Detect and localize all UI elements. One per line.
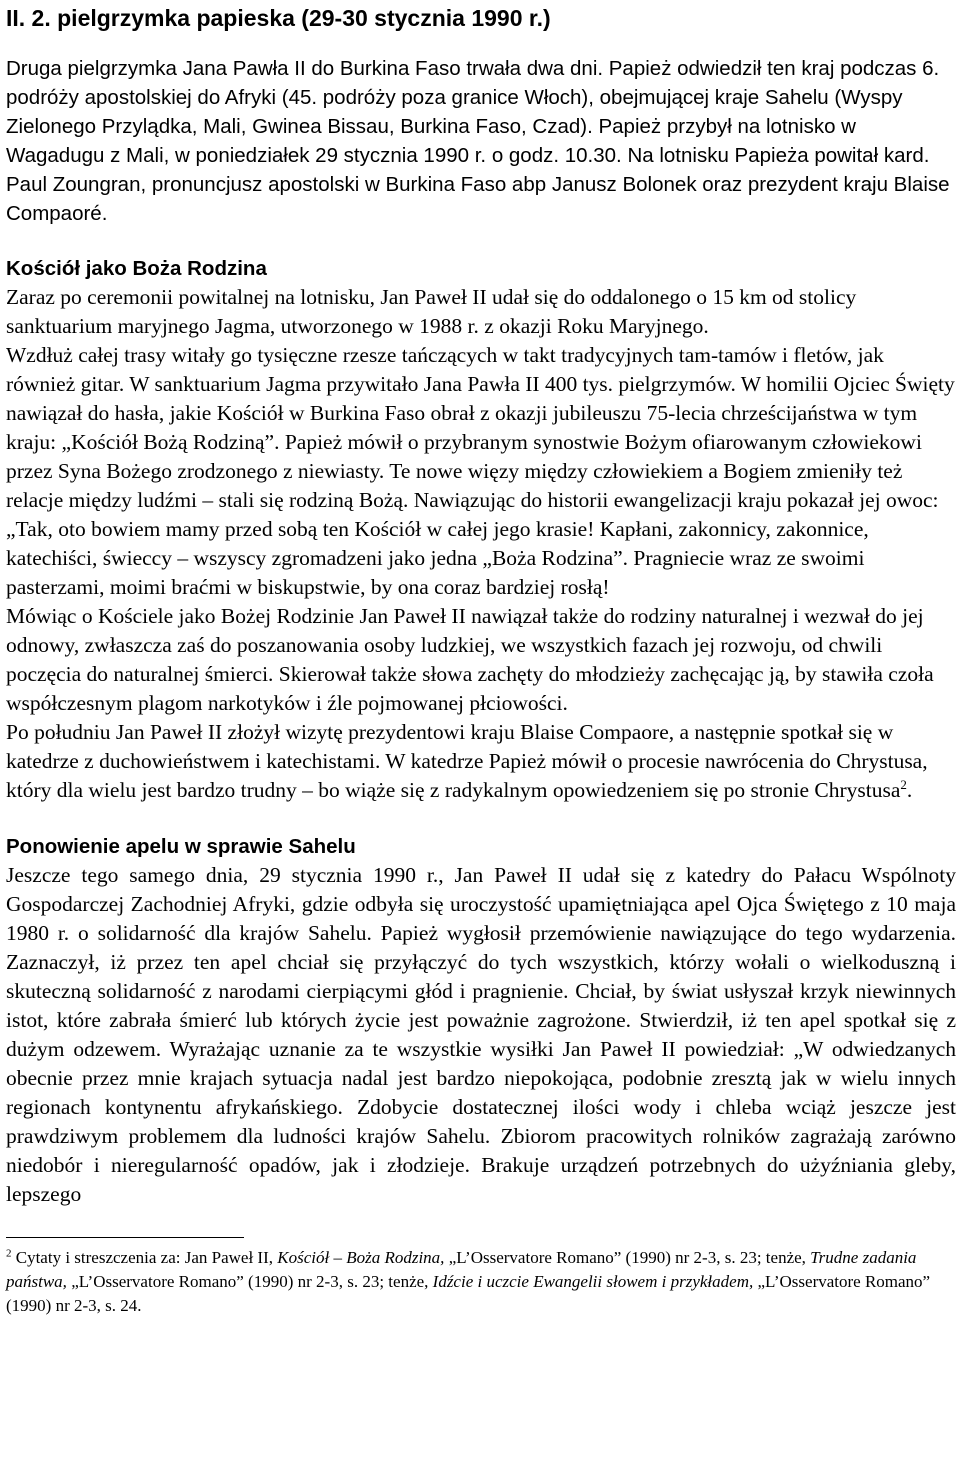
section1-paragraph-3 (6, 718, 956, 805)
footnote-title-1: Kościół – Boża Rodzina, (277, 1248, 445, 1267)
document-page (6, 0, 956, 1318)
section1-paragraph-3-end: . (906, 778, 913, 802)
footnote-text-2: „L’Osservatore Romano” (1990) nr 2-3, s. 23; tenże, (444, 1248, 811, 1267)
section2-paragraph-1: Jeszcze tego samego dnia, 29 stycznia 1990 r., Jan Paweł II udał się z katedry do Pałacu Wspólnoty Gospodarczej Zachodniej Afryki, gdzie odbyła się uroczystość upamiętniająca apel Ojca Świętego z 10 maja 1980 r. o solidarność dla krajów Sahelu. Papież wygłosił przemówienie nawiązujące do tego wydarzenia. Zaznaczył, iż przez ten apel chciał się przyłączyć do tych wszystkich, którzy wołali o wielkoduszną i skuteczną solidarność z narodami cierpiącymi głód i pragnienie. Chciał, by świat usłyszał krzyk niewinnych istot, które zabrała śmierć lub których życie jest poważnie zagrożone. Stwierdził, iż ten apel spotkał się z dużym odzewem. Wyrażając uznanie za te wszystkie wysiłki Jan Paweł II powiedział: „W odwiedzanych obecnie przez mnie krajach sytuacja nadal jest bardzo niepokojąca, podobnie zresztą jak w wielu innych regionach kontynentu afrykańskiego. Zdobycie dostatecznej ilości wody i chleba wciąż jeszcze jest prawdziwym problemem dla ludności krajów Sahelu. Zbiorom pracowitych rolników zagrażają zarówno niedobór i nieregularność opadów, jak i złodzieje. Brakuje urządzeń potrzebnych do użyźniania gleby, lepszego (6, 863, 956, 1206)
footnote-divider (6, 1237, 244, 1238)
section-title-church-family: Kościół jako Boża Rodzina (6, 257, 267, 280)
section-title-sahel-appeal: Ponowienie apelu w sprawie Sahelu (6, 835, 356, 858)
footnote-text-3: „L’Osservatore Romano” (1990) nr 2-3, s. 23; tenże, (66, 1272, 433, 1291)
footnote-reference[interactable]: 2 (900, 776, 907, 792)
footnote-title-3: Idźcie i uczcie Ewangelii słowem i przykładem, (432, 1272, 754, 1291)
page-title: II. 2. pielgrzymka papieska (29-30 stycznia 1990 r.) (6, 5, 551, 31)
footnote-text-1: Cytaty i streszczenia za: Jan Paweł II, (11, 1248, 278, 1267)
footnote-title-2: Trudne zadania państwa, (6, 1248, 917, 1291)
section1-paragraph-2: Mówiąc o Kościele jako Bożej Rodzinie Jan Paweł II nawiązał także do rodziny naturalnej i wezwał do jej odnowy, zwłaszcza zaś do poszanowania osoby ludzkiej, we wszystkich fazach jej rozwoju, od chwili poczęcia do naturalnej śmierci. Skierował także słowa zachęty do młodzieży zachęcając ją, by stawiła czoła współczesnym plagom narkotyków i źle pojmowanej płciowości. (6, 604, 934, 715)
section1-lead-paragraph: Zaraz po ceremonii powitalnej na lotnisku, Jan Paweł II udał się do oddalonego o 15 km od stolicy sanktuarium maryjnego Jagma, utworzonego w 1988 r. z okazji Roku Maryjnego. (6, 285, 857, 338)
footnote-text-4: „L’Osservatore Romano” (1990) nr 2-3, s. 24. (6, 1272, 931, 1315)
intro-paragraph: Druga pielgrzymka Jana Pawła II do Burkina Faso trwała dwa dni. Papież odwiedził ten kraj podczas 6. podróży apostolskiej do Afryki (45. podróży poza granice Włoch), obejmującej kraje Sahelu (Wyspy Zielonego Przylądka, Mali, Gwinea Bissau, Burkina Faso, Czad). Papież przybył na lotnisko w Wagadugu z Mali, w poniedziałek 29 stycznia 1990 r. o godz. 10.30. Na lotnisku Papieża powitał kard. Paul Zoungran, pronuncjusz apostolski w Burkina Faso abp Janusz Bolonek oraz prezydent kraju Blaise Compaoré. (6, 57, 950, 225)
footnote-number: 2 (6, 1247, 12, 1260)
section1-paragraph-1: Wzdłuż całej trasy witały go tysięczne rzesze tańczących w takt tradycyjnych tam-tamów i fletów, jak również gitar. W sanktuarium Jagma przywitało Jana Pawła II 400 tys. pielgrzymów. W homilii Ojciec Święty nawiązał do hasła, jakie Kościół w Burkina Faso obrał z okazji jubileuszu 75-lecia chrześcijaństwa w tym kraju: „Kościół Bożą Rodziną”. Papież mówił o przybranym synostwie Bożym ofiarowanym człowiekowi przez Syna Bożego zrodzonego z niewiasty. Te nowe więzy między człowiekiem a Bogiem zmieniły też relacje między ludźmi – stali się rodziną Bożą. Nawiązując do historii ewangelizacji kraju pokazał jej owoc: „Tak, oto bowiem mamy przed sobą ten Kościół w całej jego krasie! Kapłani, zakonnicy, zakonnice, katechiści, świeccy – wszyscy zgromadzeni jako jedna „Boża Rodzina”. Pragniecie wraz ze swoimi pasterzami, moimi braćmi w biskupstwie, by ona coraz bardziej rosłą! (6, 343, 955, 599)
footnote (6, 1246, 956, 1318)
section1-paragraph-3-text: Po południu Jan Paweł II złożył wizytę prezydentowi kraju Blaise Compaore, a następnie spotkał się w katedrze z duchowieństwem i katechistami. W katedrze Papież mówił o procesie nawrócenia do Chrystusa, który dla wielu jest bardzo trudny – bo wiąże się z radykalnym opowiedzeniem się po stronie Chrystusa (6, 720, 928, 802)
